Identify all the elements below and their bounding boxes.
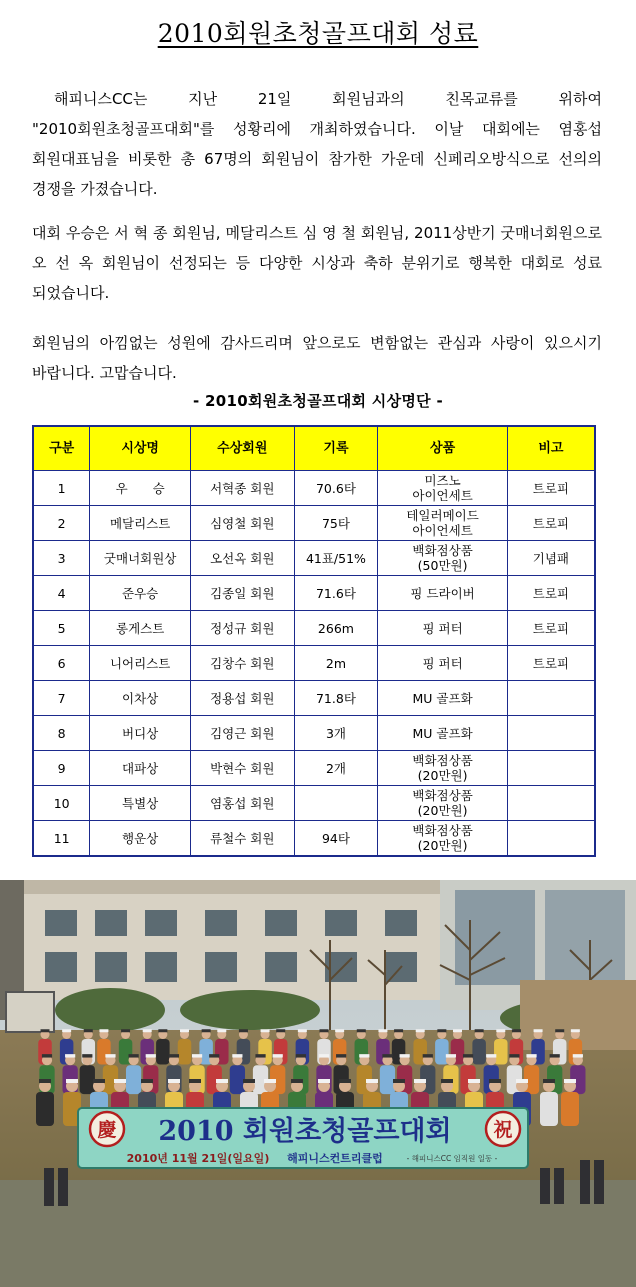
person-cap [105,1054,115,1057]
table-cell: 롱게스트 [90,611,191,646]
person-cap [129,1054,139,1057]
table-row [33,611,595,646]
person-cap [121,1029,130,1032]
table-cell: 2 [33,506,90,541]
person-cap [446,1054,456,1057]
table-cell: 266m [294,611,378,646]
table-cell: 심영철 회원 [191,506,295,541]
table-cell: 11 [33,821,90,857]
table-cell: 류철수 회원 [191,821,295,857]
table-cell: 트로피 [507,576,595,611]
table-row [33,541,595,576]
person-cap [339,1079,351,1083]
banner-right-seal: 祝 [493,1119,513,1141]
person-cap [41,1029,50,1032]
person-cap [437,1029,446,1032]
table-cell: 니어리스트 [90,646,191,681]
person-cap [571,1029,580,1032]
table-cell: 서혁종 회원 [191,471,295,506]
person-cap [486,1054,496,1057]
results-paragraph: 대회 우승은 서 혁 종 회원님, 메달리스트 심 영 철 회원님, 2011상반기 굿매너회원으로 오 선 옥 회원님이 선정되는 등 다양한 시상과 축하 분위기로 행복한 대회로 성료 되었습니다. [32,224,602,302]
person-figure [178,1039,192,1065]
group-photo-illustration [0,880,636,1287]
table-cell: 71.6타 [294,576,378,611]
person-cap [366,1079,378,1083]
person-cap [319,1054,329,1057]
table-cell: 행운상 [90,821,191,857]
person-cap [400,1054,410,1057]
person-cap [468,1079,480,1083]
table-cell [507,786,595,821]
table-cell: MU 골프화 [378,716,507,751]
person-cap [335,1029,344,1032]
person-cap [39,1079,51,1083]
person-cap [93,1079,105,1083]
table-row [33,576,595,611]
person-cap [359,1054,369,1057]
table-cell: 75타 [294,506,378,541]
table-cell: 김영근 회원 [191,716,295,751]
table-cell: 9 [33,751,90,786]
banner-date-text: 2010년 11월 21일(일요일) [126,1152,270,1165]
table-cell: 41표/51% [294,541,378,576]
person-cap [141,1079,153,1083]
banner-club-text: 해피니스컨트리클럽 [287,1152,383,1165]
person-cap [475,1029,484,1032]
person-cap [509,1054,519,1057]
person-cap [382,1054,392,1057]
header-cell: 시상명 [90,426,191,471]
table-row [33,506,595,541]
person-figure [80,1065,95,1094]
thanks-paragraph: 회원님의 아낌없는 성원에 감사드리며 앞으로도 변함없는 관심과 사랑이 있으시기 바랍니다. 고맙습니다. [32,334,602,382]
table-cell: 특별상 [90,786,191,821]
person-cap [273,1054,283,1057]
person-cap [526,1054,536,1057]
table-cell: 70.6타 [294,471,378,506]
person-cap [158,1029,167,1032]
person-cap [564,1079,576,1083]
awards-table [32,425,596,857]
person-cap [416,1029,425,1032]
person-cap [516,1079,528,1083]
group-photo [0,880,636,1287]
person-cap [276,1029,285,1032]
table-cell: 8 [33,716,90,751]
person-cap [463,1054,473,1057]
table-cell: 트로피 [507,471,595,506]
table-cell: 3개 [294,716,378,751]
person-cap [192,1054,202,1057]
table-row [33,646,595,681]
page-title: 2010회원초청골프대회 성료 [157,19,479,48]
person-cap [66,1079,78,1083]
table-row [33,821,595,857]
table-cell: 오선옥 회원 [191,541,295,576]
person-cap [217,1029,226,1032]
person-cap [394,1029,403,1032]
header-cell: 수상회원 [191,426,295,471]
table-title: - 2010회원초청골프대회 시상명단 - [192,392,444,410]
person-cap [84,1029,93,1032]
table-cell: 테일러메이드 아이언세트 [378,506,507,541]
table-cell: 7 [33,681,90,716]
table-body [33,471,595,857]
table-row [33,681,595,716]
person-cap [357,1029,366,1032]
person-cap [169,1054,179,1057]
person-cap [243,1079,255,1083]
table-row [33,751,595,786]
table-cell: 핑 퍼터 [378,611,507,646]
table-cell: 굿매너회원상 [90,541,191,576]
table-cell: 우 승 [90,471,191,506]
person-cap [296,1054,306,1057]
person-figure [472,1039,486,1065]
table-cell [507,821,595,857]
table-cell: 트로피 [507,611,595,646]
person-figure [380,1065,395,1094]
table-cell: 버디상 [90,716,191,751]
person-cap [393,1079,405,1083]
table-cell: 백화점상품 (20만원) [378,751,507,786]
header-cell: 상품 [378,426,507,471]
table-cell: 94타 [294,821,378,857]
table-cell [294,786,378,821]
table-cell: 염홍섭 회원 [191,786,295,821]
table-header-row [33,426,595,471]
table-cell [507,716,595,751]
person-cap [550,1054,560,1057]
person-cap [489,1079,501,1083]
person-cap [62,1029,71,1032]
person-cap [146,1054,156,1057]
banner-main-text: 2010 회원초청골프대회 [158,1116,452,1147]
table-cell: 미즈노 아이언세트 [378,471,507,506]
header-cell: 구분 [33,426,90,471]
person-cap [512,1029,521,1032]
person-cap [543,1079,555,1083]
person-cap [168,1079,180,1083]
person-cap [298,1029,307,1032]
table-cell: 핑 드라이버 [378,576,507,611]
table-cell: 이차상 [90,681,191,716]
person-cap [555,1029,564,1032]
person-figure [126,1065,141,1094]
person-cap [82,1054,92,1057]
table-cell: 3 [33,541,90,576]
person-cap [320,1029,329,1032]
table-row [33,786,595,821]
banner-small-text: - 해피니스CC 임직원 일동 - [406,1154,498,1163]
table-cell: 백화점상품 (20만원) [378,821,507,857]
person-cap [99,1029,108,1032]
intro-paragraph: 해피니스CC는 지난 21일 회원님과의 친목교류를 위하여 "2010회원초청골프대회"를 성황리에 개최하였습니다. 이날 대회에는 염홍섭 회원대표님을 비롯한 총 67명의 회원님이 참가한 가운데 신페리오방식으로 선의의 경쟁을 가졌습니다. [32,90,602,198]
person-cap [202,1029,211,1032]
person-cap [318,1079,330,1083]
person-cap [534,1029,543,1032]
person-cap [336,1054,346,1057]
table-cell: 1 [33,471,90,506]
table-cell: 김창수 회원 [191,646,295,681]
table-cell: 대파상 [90,751,191,786]
banner-left-seal: 慶 [97,1119,117,1141]
table-cell: 2개 [294,751,378,786]
header-cell: 기록 [294,426,378,471]
table-cell: 10 [33,786,90,821]
table-cell [507,681,595,716]
table-cell: 4 [33,576,90,611]
person-cap [232,1054,242,1057]
table-cell: 정용섭 회원 [191,681,295,716]
table-row [33,471,595,506]
person-cap [42,1054,52,1057]
table-cell: 김종일 회원 [191,576,295,611]
table-cell: 정성규 회원 [191,611,295,646]
table-cell: 메달리스트 [90,506,191,541]
table-cell: 6 [33,646,90,681]
person-cap [264,1079,276,1083]
person-cap [216,1079,228,1083]
person-cap [496,1029,505,1032]
table-cell: 트로피 [507,646,595,681]
person-cap [209,1054,219,1057]
person-cap [65,1054,75,1057]
table-cell: MU 골프화 [378,681,507,716]
person-cap [143,1029,152,1032]
person-cap [414,1079,426,1083]
table-cell: 2m [294,646,378,681]
person-figure [156,1039,170,1065]
person-figure [36,1092,54,1126]
table-row [33,716,595,751]
person-cap [423,1054,433,1057]
person-cap [114,1079,126,1083]
person-cap [261,1029,270,1032]
table-cell: 백화점상품 (20만원) [378,786,507,821]
table-cell: 핑 퍼터 [378,646,507,681]
person-figure [561,1092,579,1126]
table-cell: 71.8타 [294,681,378,716]
header-cell: 비고 [507,426,595,471]
table-cell [507,751,595,786]
table-cell: 트로피 [507,506,595,541]
person-cap [573,1054,583,1057]
person-cap [291,1079,303,1083]
person-cap [255,1054,265,1057]
table-cell: 준우승 [90,576,191,611]
person-cap [180,1029,189,1032]
person-cap [189,1079,201,1083]
person-figure [540,1092,558,1126]
table-cell: 기념패 [507,541,595,576]
person-cap [453,1029,462,1032]
table-cell: 백화점상품 (50만원) [378,541,507,576]
person-figure [230,1065,245,1094]
person-cap [378,1029,387,1032]
table-cell: 5 [33,611,90,646]
table-cell: 박현수 회원 [191,751,295,786]
person-cap [441,1079,453,1083]
person-cap [239,1029,248,1032]
